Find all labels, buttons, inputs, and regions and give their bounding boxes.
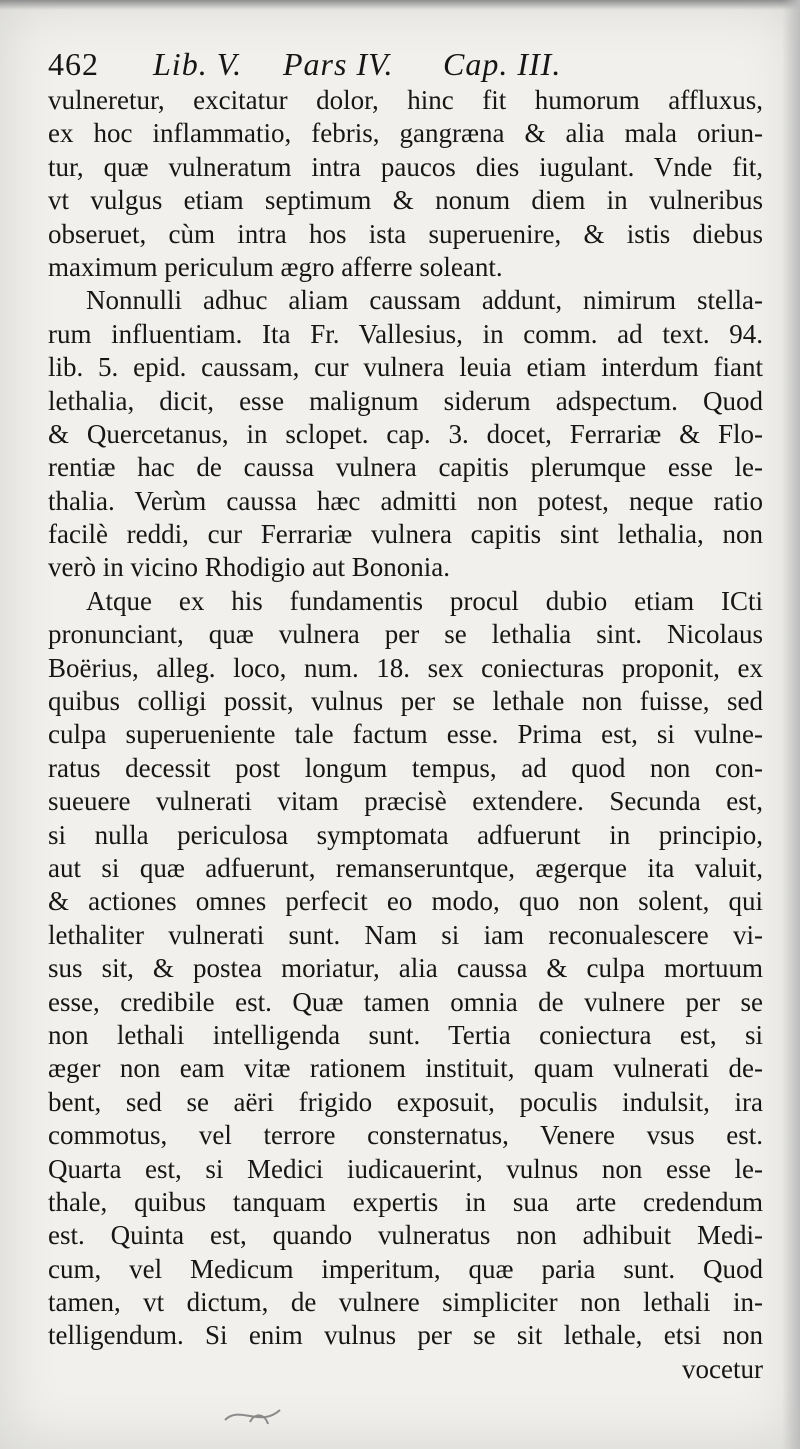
paragraph-3 bbox=[48, 585, 763, 1353]
text-line: Atque ex his fundamentis procul dubio etiam ICti bbox=[86, 585, 763, 616]
page-right-edge bbox=[782, 0, 800, 1449]
running-head bbox=[48, 44, 763, 84]
running-head-book: Lib. V. bbox=[153, 46, 243, 82]
text-line: vt vulgus etiam septimum & nonum diem in vulneribus bbox=[48, 185, 763, 216]
page-top-shadow bbox=[0, 0, 800, 10]
text-line: & actiones omnes perfecit eo modo, quo non solent, qui bbox=[48, 886, 763, 917]
text-line: ratus decessit post longum tempus, ad quod non con- bbox=[48, 752, 763, 783]
text-line: maximum periculum ægro afferre soleant. bbox=[48, 251, 503, 282]
text-line: lethaliter vulnerati sunt. Nam si iam reconualescere vi- bbox=[48, 919, 763, 950]
text-line: lethalia, dicit, esse malignum siderum adspectum. Quod bbox=[48, 385, 763, 416]
text-line: thale, quibus tanquam expertis in sua arte credendum bbox=[48, 1186, 763, 1217]
paragraph-1 bbox=[48, 84, 763, 284]
text-line: tamen, vt dictum, de vulnere simpliciter non lethali in- bbox=[48, 1287, 763, 1318]
text-line: commotus, vel terrore consternatus, Venere vsus est. bbox=[48, 1120, 763, 1151]
text-line: tur, quæ vulneratum intra paucos dies iugulant. Vnde fit, bbox=[48, 151, 763, 182]
text-line: esse, credibile est. Quæ tamen omnia de vulnere per se bbox=[48, 986, 763, 1017]
paragraph-2 bbox=[48, 284, 763, 585]
text-line: bent, sed se aëri frigido exposuit, poculis indulsit, ira bbox=[48, 1086, 763, 1117]
text-block bbox=[48, 44, 763, 1386]
text-line: rum influentiam. Ita Fr. Vallesius, in comm. ad text. 94. bbox=[48, 318, 763, 349]
text-line: thalia. Verùm caussa hæc admitti non potest, neque ratio bbox=[48, 485, 763, 516]
text-line: æger non eam vitæ rationem instituit, quam vulnerati de- bbox=[48, 1053, 763, 1084]
text-line: rentiæ hac de caussa vulnera capitis plerumque esse le- bbox=[48, 452, 763, 483]
text-line: vulneretur, excitatur dolor, hinc fit humorum affluxus, bbox=[48, 85, 763, 115]
text-line: culpa superueniente tale factum esse. Prima est, si vulne- bbox=[48, 719, 763, 750]
text-line: ex hoc inflammatio, febris, gangræna & alia mala oriun- bbox=[48, 118, 763, 149]
ink-flourish-mark bbox=[220, 1400, 290, 1430]
text-line: lib. 5. epid. caussam, cur vulnera leuia etiam interdum fiant bbox=[48, 352, 763, 383]
text-line: verò in vicino Rhodigio aut Bononia. bbox=[48, 552, 450, 583]
text-line: & Quercetanus, in sclopet. cap. 3. docet, Ferrariæ & Flo- bbox=[48, 418, 763, 449]
text-line: si nulla periculosa symptomata adfuerunt in principio, bbox=[48, 819, 763, 850]
text-line: obseruet, cùm intra hos ista superuenire, & istis diebus bbox=[48, 218, 763, 249]
text-line: telligendum. Si enim vulnus per se sit lethale, etsi non bbox=[48, 1320, 763, 1351]
text-line: cum, vel Medicum imperitum, quæ paria sunt. Quod bbox=[48, 1253, 763, 1284]
text-line: pronunciant, quæ vulnera per se lethalia sint. Nicolaus bbox=[48, 619, 763, 650]
text-line: sus sit, & postea moriatur, alia caussa & culpa mortuum bbox=[48, 953, 763, 984]
text-line: Quarta est, si Medici iudicauerint, vulnus non esse le- bbox=[48, 1153, 763, 1184]
text-line: quibus colligi possit, vulnus per se lethale non fuisse, sed bbox=[48, 686, 763, 717]
text-line: Boërius, alleg. loco, num. 18. sex coniecturas proponit, ex bbox=[48, 652, 763, 683]
running-head-chapter: Cap. III. bbox=[443, 46, 562, 82]
text-line: Nonnulli adhuc aliam caussam addunt, nimirum stella- bbox=[86, 285, 763, 316]
running-head-part: Pars IV. bbox=[283, 46, 394, 82]
text-line: est. Quinta est, quando vulneratus non adhibuit Medi- bbox=[48, 1220, 763, 1251]
text-line: facilè reddi, cur Ferrariæ vulnera capitis sint lethalia, non bbox=[48, 519, 763, 550]
text-line: sueuere vulnerati vitam præcisè extendere. Secunda est, bbox=[48, 786, 763, 817]
page-number: 462 bbox=[48, 46, 99, 82]
catchword: vocetur bbox=[682, 1353, 763, 1384]
text-line: non lethali intelligenda sunt. Tertia coniectura est, si bbox=[48, 1019, 763, 1050]
text-line: aut si quæ adfuerunt, remanseruntque, ægerque ita valuit, bbox=[48, 852, 763, 883]
